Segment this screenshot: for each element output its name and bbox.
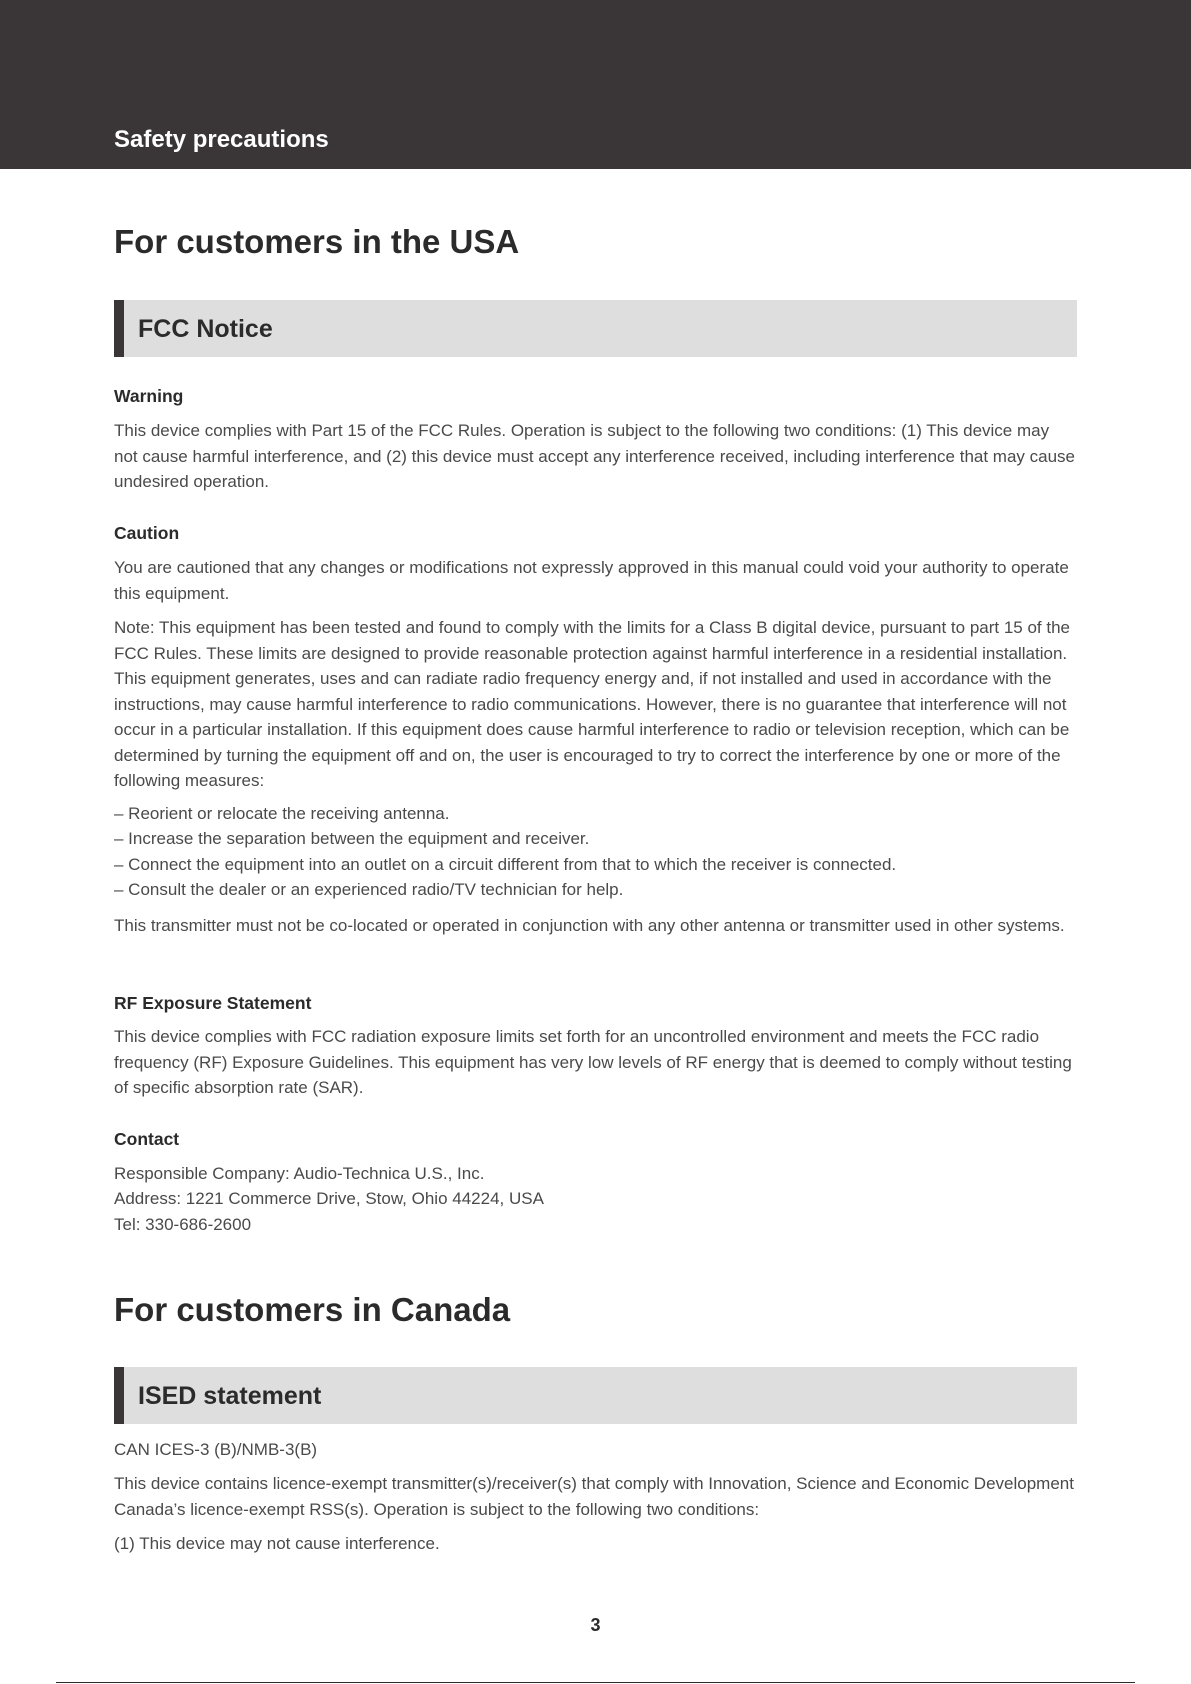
contact-address: Address: 1221 Commerce Drive, Stow, Ohio 44224, USA <box>114 1189 544 1208</box>
banner-accent-bar <box>114 300 124 357</box>
measure-item: – Consult the dealer or an experienced radio/TV technician for help. <box>114 880 624 899</box>
page-number: 3 <box>590 1615 601 1635</box>
contact-heading: Contact <box>114 1129 180 1149</box>
fcc-notice-title: FCC Notice <box>138 315 273 343</box>
ised-text: This device contains licence-exempt transmitter(s)/receiver(s) that comply with Innovation, Science and Economic Development Canada’s licence-exempt RSS(s). Operation is subject to the following two conditions: <box>114 1474 1074 1519</box>
rf-exposure-text: This device complies with FCC radiation exposure limits set forth for an uncontrolled environment and meets the FCC radio frequency (RF) Exposure Guidelines. This equipment has very low levels of RF energy that is deemed to comply without testing of specific absorption rate (SAR). <box>114 1027 1072 1097</box>
ices-code: CAN ICES-3 (B)/NMB-3(B) <box>114 1440 318 1459</box>
caution-heading: Caution <box>114 523 180 543</box>
fcc-note-text: Note: This equipment has been tested and found to comply with the limits for a Class B digital device, pursuant to part 15 of the FCC Rules. These limits are designed to provide reasonable protection against harmful interference in a residential installation. This equipment generates, uses and can radiate radio frequency energy and, if not installed and used in accordance with the instructions, may cause harmful interference to radio communications. However, there is no guarantee that interference will not occur in a particular installation. If this equipment does cause harmful interference to radio or television reception, which can be determined by turning the equipment off and on, the user is encouraged to try to correct the interference by one or more of the following measures: <box>114 618 1071 790</box>
footer-rule <box>56 1682 1135 1683</box>
measure-item: – Increase the separation between the equipment and receiver. <box>114 829 590 848</box>
ised-statement-banner <box>114 1367 1077 1424</box>
section-title: Safety precautions <box>114 126 329 153</box>
banner-accent-bar <box>114 1367 124 1424</box>
warning-heading: Warning <box>114 386 184 406</box>
contact-tel: Tel: 330-686-2600 <box>114 1215 252 1234</box>
fcc-notice-banner <box>114 300 1077 357</box>
ised-statement-title: ISED statement <box>138 1382 322 1410</box>
ised-condition-1: (1) This device may not cause interference. <box>114 1534 440 1553</box>
measure-item: – Connect the equipment into an outlet on a circuit different from that to which the receiver is connected. <box>114 855 897 874</box>
canada-heading: For customers in Canada <box>114 1291 511 1328</box>
usa-heading: For customers in the USA <box>114 223 520 260</box>
caution-text: You are cautioned that any changes or modifications not expressly approved in this manual could void your authority to operate this equipment. <box>114 558 1069 603</box>
contact-company: Responsible Company: Audio-Technica U.S., Inc. <box>114 1164 485 1183</box>
rf-exposure-heading: RF Exposure Statement <box>114 993 312 1013</box>
warning-text: This device complies with Part 15 of the FCC Rules. Operation is subject to the following two conditions: (1) This device may not cause harmful interference, and (2) this device must accept any interference received, including interference that may cause undesired operation. <box>114 421 1076 491</box>
measure-item: – Reorient or relocate the receiving antenna. <box>114 804 450 823</box>
header-band <box>0 0 1191 169</box>
transmitter-text: This transmitter must not be co-located or operated in conjunction with any other antenna or transmitter used in other systems. <box>114 916 1065 935</box>
